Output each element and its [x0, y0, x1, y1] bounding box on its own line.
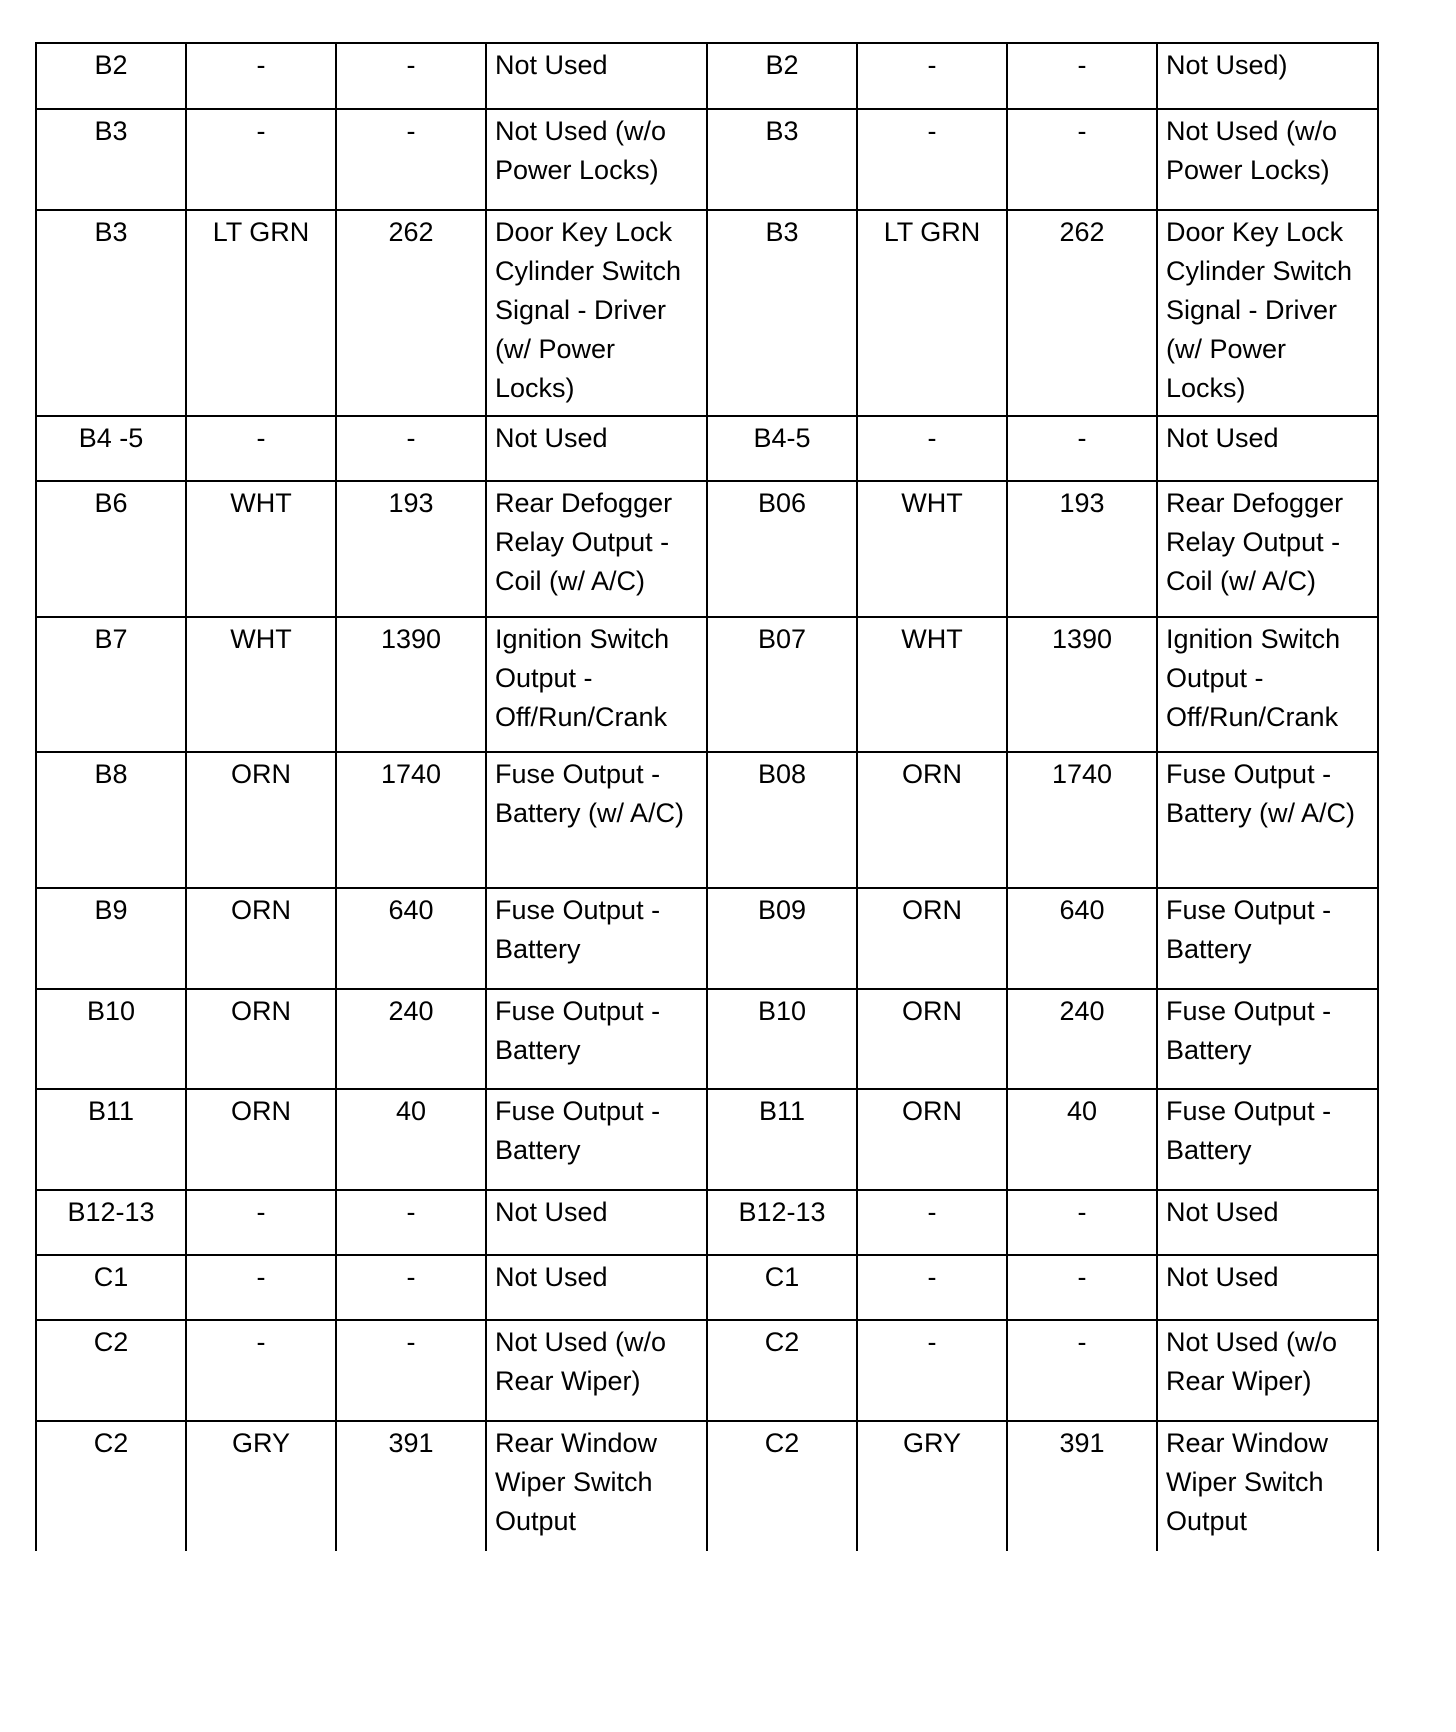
left-wire-color-cell: GRY — [186, 1421, 336, 1551]
left-function-cell: Not Used (w/o Rear Wiper) — [486, 1320, 707, 1421]
table-row — [36, 416, 1378, 481]
right-circuit-number-cell: - — [1007, 1320, 1157, 1421]
left-wire-color-cell: ORN — [186, 1089, 336, 1190]
left-pin-cell: C1 — [36, 1255, 186, 1320]
right-wire-color-cell: ORN — [857, 752, 1007, 888]
table-body — [36, 43, 1378, 1551]
table-row — [36, 43, 1378, 109]
left-pin-cell: B12-13 — [36, 1190, 186, 1255]
left-function-cell: Not Used (w/o Power Locks) — [486, 109, 707, 210]
right-wire-color-cell: - — [857, 1320, 1007, 1421]
right-circuit-number-cell: 262 — [1007, 210, 1157, 416]
right-circuit-number-cell: 640 — [1007, 888, 1157, 989]
right-function-cell: Door Key Lock Cylinder Switch Signal - Driver (w/ Power Locks) — [1157, 210, 1378, 416]
right-wire-color-cell: - — [857, 109, 1007, 210]
left-circuit-number-cell: - — [336, 109, 486, 210]
table-row — [36, 1320, 1378, 1421]
right-pin-cell: B3 — [707, 210, 857, 416]
right-function-cell: Fuse Output - Battery (w/ A/C) — [1157, 752, 1378, 888]
right-wire-color-cell: - — [857, 1255, 1007, 1320]
left-pin-cell: B3 — [36, 210, 186, 416]
left-wire-color-cell: LT GRN — [186, 210, 336, 416]
left-pin-cell: B9 — [36, 888, 186, 989]
left-wire-color-cell: - — [186, 416, 336, 481]
left-function-cell: Not Used — [486, 416, 707, 481]
left-pin-cell: B4 -5 — [36, 416, 186, 481]
right-pin-cell: B12-13 — [707, 1190, 857, 1255]
left-function-cell: Door Key Lock Cylinder Switch Signal - Driver (w/ Power Locks) — [486, 210, 707, 416]
right-circuit-number-cell: - — [1007, 1190, 1157, 1255]
left-pin-cell: B11 — [36, 1089, 186, 1190]
right-circuit-number-cell: - — [1007, 416, 1157, 481]
right-wire-color-cell: - — [857, 1190, 1007, 1255]
left-pin-cell: B7 — [36, 617, 186, 752]
right-function-cell: Fuse Output - Battery — [1157, 888, 1378, 989]
left-wire-color-cell: - — [186, 109, 336, 210]
left-pin-cell: B8 — [36, 752, 186, 888]
left-function-cell: Fuse Output - Battery — [486, 888, 707, 989]
right-circuit-number-cell: 391 — [1007, 1421, 1157, 1551]
left-wire-color-cell: - — [186, 43, 336, 109]
right-function-cell: Fuse Output - Battery — [1157, 989, 1378, 1089]
table-row — [36, 1255, 1378, 1320]
table-row — [36, 210, 1378, 416]
right-circuit-number-cell: - — [1007, 1255, 1157, 1320]
left-circuit-number-cell: 40 — [336, 1089, 486, 1190]
left-wire-color-cell: ORN — [186, 752, 336, 888]
right-pin-cell: B3 — [707, 109, 857, 210]
left-pin-cell: C2 — [36, 1421, 186, 1551]
right-pin-cell: B09 — [707, 888, 857, 989]
right-wire-color-cell: GRY — [857, 1421, 1007, 1551]
right-function-cell: Rear Defogger Relay Output - Coil (w/ A/C) — [1157, 481, 1378, 617]
left-circuit-number-cell: 262 — [336, 210, 486, 416]
left-circuit-number-cell: - — [336, 1320, 486, 1421]
right-wire-color-cell: WHT — [857, 617, 1007, 752]
right-pin-cell: C2 — [707, 1421, 857, 1551]
right-pin-cell: B11 — [707, 1089, 857, 1190]
right-pin-cell: C1 — [707, 1255, 857, 1320]
right-wire-color-cell: WHT — [857, 481, 1007, 617]
right-pin-cell: B10 — [707, 989, 857, 1089]
left-pin-cell: B3 — [36, 109, 186, 210]
left-wire-color-cell: - — [186, 1320, 336, 1421]
right-pin-cell: B2 — [707, 43, 857, 109]
right-wire-color-cell: ORN — [857, 989, 1007, 1089]
right-circuit-number-cell: 193 — [1007, 481, 1157, 617]
right-function-cell: Rear Window Wiper Switch Output — [1157, 1421, 1378, 1551]
right-circuit-number-cell: 40 — [1007, 1089, 1157, 1190]
right-wire-color-cell: - — [857, 416, 1007, 481]
left-wire-color-cell: - — [186, 1190, 336, 1255]
left-function-cell: Fuse Output - Battery — [486, 989, 707, 1089]
left-circuit-number-cell: - — [336, 43, 486, 109]
right-function-cell: Not Used (w/o Rear Wiper) — [1157, 1320, 1378, 1421]
right-circuit-number-cell: 1390 — [1007, 617, 1157, 752]
table-row — [36, 109, 1378, 210]
left-wire-color-cell: ORN — [186, 888, 336, 989]
table-row — [36, 1421, 1378, 1551]
left-function-cell: Ignition Switch Output - Off/Run/Crank — [486, 617, 707, 752]
left-function-cell: Rear Defogger Relay Output - Coil (w/ A/C) — [486, 481, 707, 617]
right-function-cell: Not Used (w/o Power Locks) — [1157, 109, 1378, 210]
left-circuit-number-cell: 240 — [336, 989, 486, 1089]
left-function-cell: Fuse Output - Battery (w/ A/C) — [486, 752, 707, 888]
right-function-cell: Not Used) — [1157, 43, 1378, 109]
left-pin-cell: C2 — [36, 1320, 186, 1421]
connector-pinout-table — [35, 42, 1379, 1551]
left-circuit-number-cell: - — [336, 1255, 486, 1320]
right-wire-color-cell: LT GRN — [857, 210, 1007, 416]
left-wire-color-cell: WHT — [186, 481, 336, 617]
right-circuit-number-cell: - — [1007, 109, 1157, 210]
right-function-cell: Fuse Output - Battery — [1157, 1089, 1378, 1190]
right-pin-cell: C2 — [707, 1320, 857, 1421]
right-wire-color-cell: - — [857, 43, 1007, 109]
document-page — [35, 42, 1377, 1551]
left-function-cell: Not Used — [486, 1255, 707, 1320]
right-pin-cell: B06 — [707, 481, 857, 617]
left-pin-cell: B10 — [36, 989, 186, 1089]
right-wire-color-cell: ORN — [857, 1089, 1007, 1190]
left-circuit-number-cell: 1390 — [336, 617, 486, 752]
table-row — [36, 481, 1378, 617]
left-pin-cell: B6 — [36, 481, 186, 617]
left-function-cell: Fuse Output - Battery — [486, 1089, 707, 1190]
right-wire-color-cell: ORN — [857, 888, 1007, 989]
left-function-cell: Not Used — [486, 1190, 707, 1255]
right-function-cell: Ignition Switch Output - Off/Run/Crank — [1157, 617, 1378, 752]
left-circuit-number-cell: 391 — [336, 1421, 486, 1551]
right-circuit-number-cell: - — [1007, 43, 1157, 109]
left-wire-color-cell: WHT — [186, 617, 336, 752]
table-row — [36, 1190, 1378, 1255]
left-circuit-number-cell: 1740 — [336, 752, 486, 888]
left-circuit-number-cell: 193 — [336, 481, 486, 617]
table-row — [36, 617, 1378, 752]
left-wire-color-cell: - — [186, 1255, 336, 1320]
right-pin-cell: B08 — [707, 752, 857, 888]
table-row — [36, 752, 1378, 888]
right-pin-cell: B07 — [707, 617, 857, 752]
right-function-cell: Not Used — [1157, 1190, 1378, 1255]
table-row — [36, 989, 1378, 1089]
right-function-cell: Not Used — [1157, 416, 1378, 481]
right-function-cell: Not Used — [1157, 1255, 1378, 1320]
table-row — [36, 888, 1378, 989]
right-circuit-number-cell: 240 — [1007, 989, 1157, 1089]
left-function-cell: Rear Window Wiper Switch Output — [486, 1421, 707, 1551]
right-circuit-number-cell: 1740 — [1007, 752, 1157, 888]
table-row — [36, 1089, 1378, 1190]
left-wire-color-cell: ORN — [186, 989, 336, 1089]
left-pin-cell: B2 — [36, 43, 186, 109]
right-pin-cell: B4-5 — [707, 416, 857, 481]
left-circuit-number-cell: 640 — [336, 888, 486, 989]
left-circuit-number-cell: - — [336, 1190, 486, 1255]
left-function-cell: Not Used — [486, 43, 707, 109]
left-circuit-number-cell: - — [336, 416, 486, 481]
